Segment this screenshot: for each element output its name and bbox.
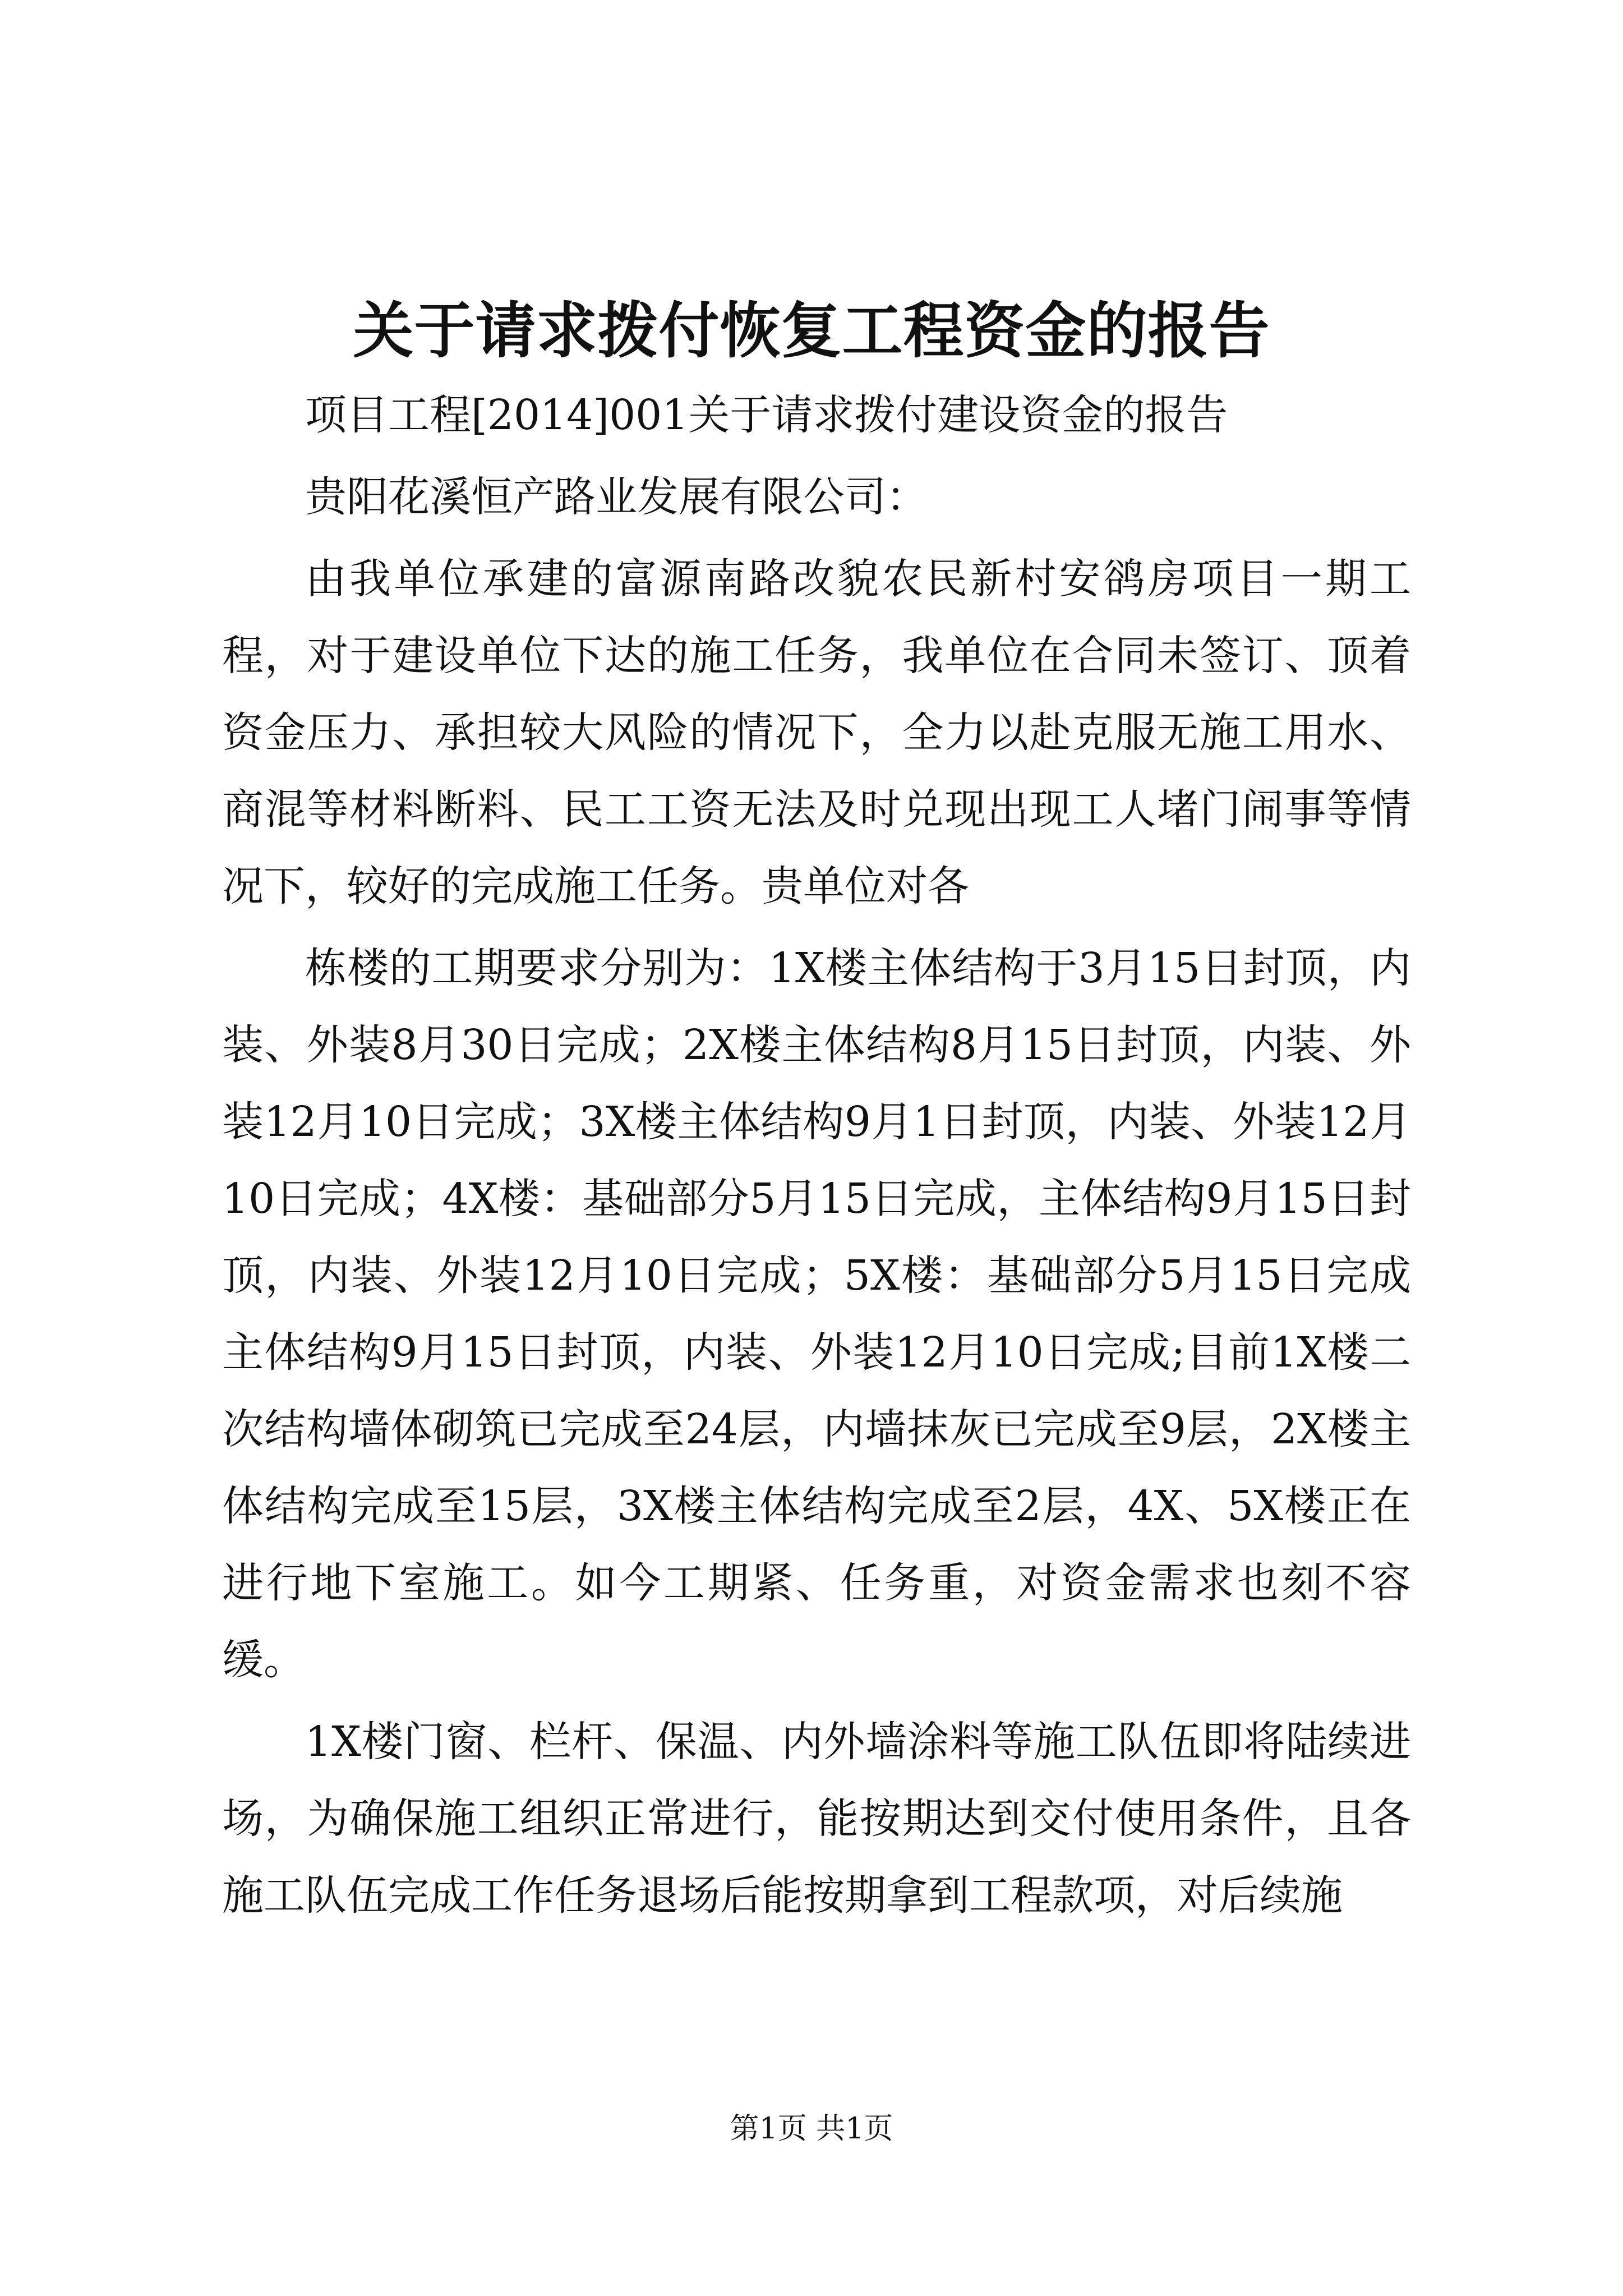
addressee-line: 贵阳花溪恒产路业发展有限公司： [305, 473, 928, 521]
paragraph: 由我单位承建的富源南路改貌农民新村安鹆房项目一期工程，对于建设单位下达的施工任务，我单位在合同未签订、顶着资金压力、承担较大风险的情况下，全力以赴克服无施工用水、商混等材料断料、民工工资无法及时兑现出现工人堵门闹事等情况下，较好的完成施工任务。贵单位对各 [222, 555, 1411, 910]
document-title: 关于请求拨付恢复工程资金的报告 [353, 296, 1270, 366]
paragraph: 栋楼的工期要求分别为：1X楼主体结构于3月15日封顶，内装、外装8月30日完成；2X楼主体结构8月15日封顶，内装、外装12月10日完成；3X楼主体结构9月1日封顶，内装、外装12月10日完成；4X楼：基础部分5月15日完成，主体结构9月15日封顶，内装、外装12月10日完成；5X楼：基础部分5月15日完成主体结构9月15日封顶，内装、外装12月10日完成;目前1X楼二次结构墙体砌筑已完成至24层，内墙抹灰已完成至9层，2X楼主体结构完成至15层，3X楼主体结构完成至2层，4X、5X楼正在进行地下室施工。如今工期紧、任务重，对资金需求也刻不容缓。 [222, 944, 1411, 1684]
page-footer: 第1页 共1页 [730, 2112, 893, 2146]
document-body [222, 377, 1411, 1934]
paragraph: 1X楼门窗、栏杆、保温、内外墙涂料等施工队伍即将陆续进场，为确保施工组织正常进行，能按期达到交付使用条件，且各施工队伍完成工作任务退场后能按期拿到工程款项，对后续施 [222, 1718, 1411, 1920]
reference-line: 项目工程[2014]001关于请求拨付建设资金的报告 [305, 391, 1228, 439]
